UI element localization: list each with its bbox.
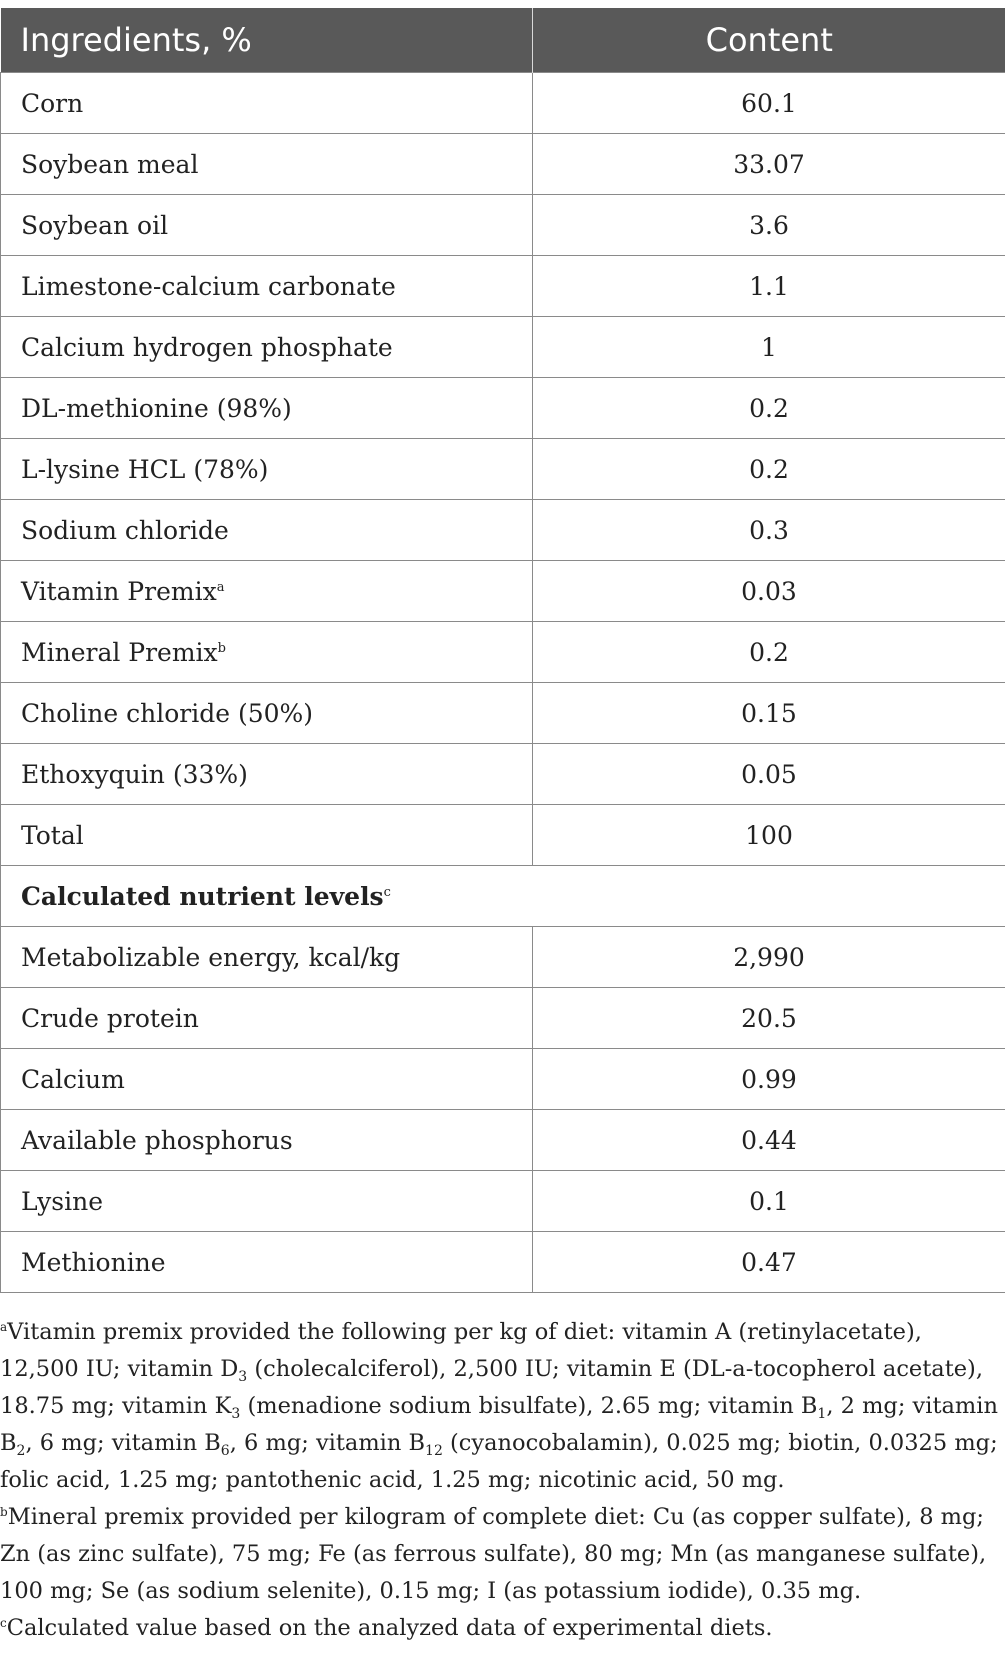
subscript: 2 [16,1443,26,1459]
row-ingredient-name: L-lysine HCL (78%) [1,439,533,500]
row-content-value: 100 [533,805,1005,866]
footnote-c-text: Calculated value based on the analyzed data of experimental diets. [6,1615,773,1641]
row-content-value: 1.1 [533,256,1005,317]
row-ingredient-name: Limestone-calcium carbonate [1,256,533,317]
table-row [1,927,1005,988]
table-row [1,683,1005,744]
row-nutrient-name: Methionine [1,1232,533,1293]
footnote-a-text-3: (menadione sodium bisulfate), 2.65 mg; vitamin B [240,1393,818,1419]
footnote-marker-a: a [216,579,225,595]
footnote-a-text-5: , 6 mg; vitamin B [25,1430,221,1456]
footnote-mark-c: c [0,1616,7,1630]
subscript: 12 [425,1443,443,1459]
table-row [1,134,1005,195]
footnote-a-text-4: , 2 mg; vitamin B [0,1393,998,1456]
table-footnotes [0,1314,1005,1647]
subscript: 6 [220,1443,230,1459]
footnote-mark-a: a [0,1320,8,1334]
row-content-value: 1 [533,317,1005,378]
footnote-a [0,1314,1005,1499]
footnote-a-text-2: (cholecalciferol), 2,500 IU; vitamin E (DL-a-tocopherol acetate), 18.75 mg; vitamin K [0,1356,983,1419]
footnote-marker-b: b [217,640,226,656]
row-nutrient-value: 20.5 [533,988,1005,1049]
table-row [1,988,1005,1049]
row-content-value: 0.03 [533,561,1005,622]
table-row [1,1049,1005,1110]
row-nutrient-name: Crude protein [1,988,533,1049]
row-nutrient-name: Available phosphorus [1,1110,533,1171]
row-nutrient-value: 0.99 [533,1049,1005,1110]
table-row [1,1232,1005,1293]
row-ingredient-name: Total [1,805,533,866]
row-content-value: 3.6 [533,195,1005,256]
table-row [1,73,1005,134]
footnote-c [0,1610,1005,1647]
table-row [1,622,1005,683]
table-row [1,378,1005,439]
section-title-text: Calculated nutrient levels [21,881,384,911]
row-content-value: 0.05 [533,744,1005,805]
diet-composition-table-container [0,8,1005,1293]
row-content-value: 0.2 [533,439,1005,500]
table-row [1,805,1005,866]
footnote-a-text-7: (cyanocobalamin), 0.025 mg; biotin, 0.0325 mg; folic acid, 1.25 mg; pantothenic acid, 1.25 mg; nicotinic acid, 50 mg. [0,1430,998,1493]
table-row [1,1171,1005,1232]
row-nutrient-value: 0.1 [533,1171,1005,1232]
row-content-value: 33.07 [533,134,1005,195]
ingredient-name-text: Vitamin Premix [21,576,217,606]
row-nutrient-value: 0.44 [533,1110,1005,1171]
row-content-value: 0.2 [533,622,1005,683]
footnote-b-text: Mineral premix provided per kilogram of complete diet: Cu (as copper sulfate), 8 mg; Zn (as zinc sulfate), 75 mg; Fe (as ferrous sulfate), 80 mg; Mn (as manganese sulfate), 100 mg; Se (as sodium selenite), 0.15 mg; I (as potassium iodide), 0.35 mg. [0,1504,987,1604]
table-row [1,561,1005,622]
footnote-b [0,1499,1005,1610]
row-ingredient-name: Choline chloride (50%) [1,683,533,744]
table-row [1,195,1005,256]
table-row [1,744,1005,805]
row-nutrient-value: 2,990 [533,927,1005,988]
row-content-value: 0.15 [533,683,1005,744]
row-nutrient-name: Lysine [1,1171,533,1232]
row-content-value: 60.1 [533,73,1005,134]
row-ingredient-name: Ethoxyquin (33%) [1,744,533,805]
footnote-a-text-6: , 6 mg; vitamin B [229,1430,426,1456]
row-nutrient-name: Metabolizable energy, kcal/kg [1,927,533,988]
footnote-marker-c: c [383,884,391,900]
row-content-value: 0.3 [533,500,1005,561]
row-content-value: 0.2 [533,378,1005,439]
footnote-mark-b: b [0,1505,8,1519]
row-ingredient-name: DL-methionine (98%) [1,378,533,439]
row-nutrient-name: Calcium [1,1049,533,1110]
row-ingredient-name: Calcium hydrogen phosphate [1,317,533,378]
subscript: 3 [238,1369,248,1385]
table-row [1,1110,1005,1171]
row-ingredient-name: Corn [1,73,533,134]
section-title [1,866,1005,927]
row-nutrient-value: 0.47 [533,1232,1005,1293]
ingredient-name-text: Mineral Premix [21,637,218,667]
subscript: 3 [231,1406,241,1422]
row-ingredient-name [1,622,533,683]
table-row [1,256,1005,317]
row-ingredient-name: Sodium chloride [1,500,533,561]
table-row [1,500,1005,561]
header-ingredients: Ingredients, % [1,8,533,73]
footnote-a-text-1: Vitamin premix provided the following per kg of diet: vitamin A (retinylacetate), 12,500 IU; vitamin D [0,1319,922,1382]
diet-composition-table [0,8,1005,1293]
subscript: 1 [817,1406,827,1422]
header-content: Content [533,8,1005,73]
row-ingredient-name [1,561,533,622]
table-row [1,439,1005,500]
row-ingredient-name: Soybean oil [1,195,533,256]
row-ingredient-name: Soybean meal [1,134,533,195]
table-header-row [1,8,1005,73]
section-header-row [1,866,1005,927]
table-row [1,317,1005,378]
